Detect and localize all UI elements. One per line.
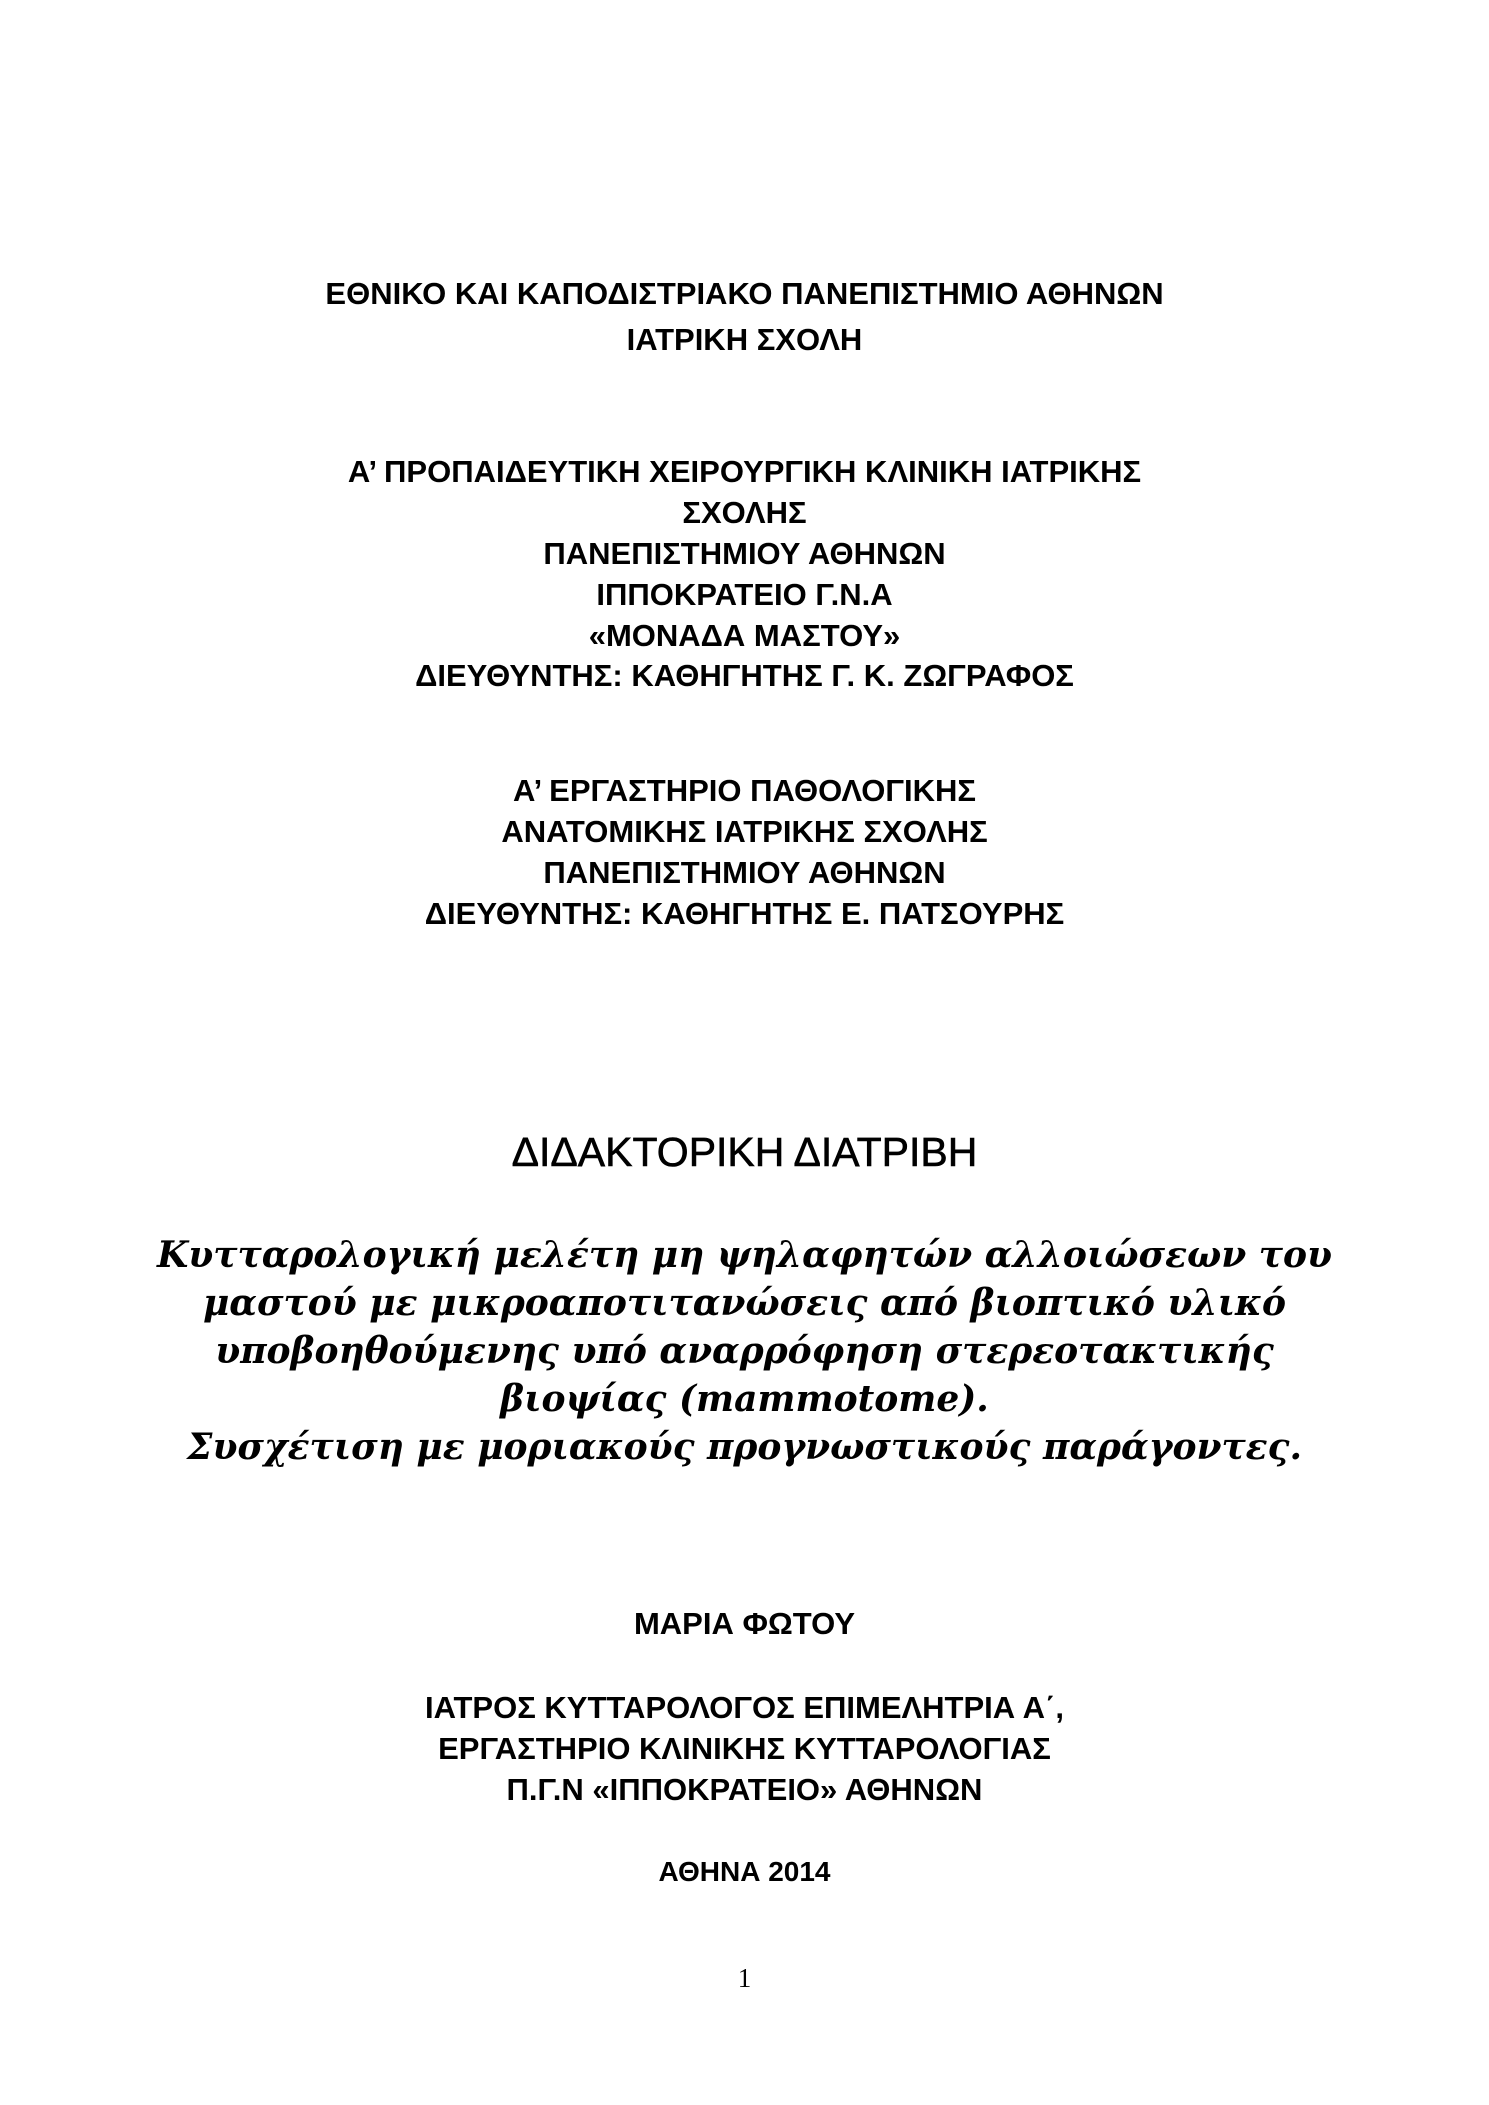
clinic-line: ΠΑΝΕΠΙΣΤΗΜΙΟΥ ΑΘΗΝΩΝ (543, 536, 946, 571)
thesis-title-line: μαστού με μικροαποτιτανώσεις από βιοπτικό υλικό (202, 1282, 1287, 1324)
clinic-line: ΣΧΟΛΗΣ (682, 495, 807, 530)
author-affiliation-line: ΙΑΤΡΟΣ ΚΥΤΤΑΡΟΛΟΓΟΣ ΕΠΙΜΕΛΗΤΡΙΑ Α΄, (425, 1690, 1064, 1725)
thesis-title-line: Κυτταρολογική μελέτη μη ψηλαφητών αλλοιώσεων του (157, 1234, 1332, 1276)
school-name: ΙΑΤΡΙΚΗ ΣΧΟΛΗ (626, 322, 863, 357)
laboratory-line: Α’ ΕΡΓΑΣΤΗΡΙΟ ΠΑΘΟΛΟΓΙΚΗΣ (512, 773, 977, 808)
thesis-title-line: υποβοηθούμενης υπό αναρρόφηση στερεοτακτικής (215, 1330, 1274, 1372)
clinic-line: ΙΠΠΟΚΡΑΤΕΙΟ Γ.Ν.Α (596, 577, 893, 612)
thesis-type: ΔΙΔΑΚΤΟΡΙΚΗ ΔΙΑΤΡΙΒΗ (511, 1129, 978, 1175)
author-affiliation-line: ΕΡΓΑΣΤΗΡΙΟ ΚΛΙΝΙΚΗΣ ΚΥΤΤΑΡΟΛΟΓΙΑΣ (438, 1731, 1051, 1766)
thesis-title-line: Συσχέτιση με μοριακούς προγνωστικούς παράγοντες. (187, 1426, 1302, 1468)
laboratory-line: ΠΑΝΕΠΙΣΤΗΜΙΟΥ ΑΘΗΝΩΝ (543, 855, 946, 890)
page-number: 1 (737, 1963, 752, 1993)
thesis-title-line: βιοψίας (mammotome). (500, 1378, 989, 1420)
clinic-line: «ΜΟΝΑΔΑ ΜΑΣΤΟΥ» (588, 618, 901, 653)
clinic-line: Α’ ΠΡΟΠΑΙΔΕΥΤΙΚΗ ΧΕΙΡΟΥΡΓΙΚΗ ΚΛΙΝΙΚΗ ΙΑΤΡΙΚΗΣ (347, 454, 1142, 489)
author-name: ΜΑΡΙΑ ΦΩΤΟΥ (633, 1606, 856, 1641)
clinic-director: ΔΙΕΥΘΥΝΤΗΣ: ΚΑΘΗΓΗΤΗΣ Γ. Κ. ΖΩΓΡΑΦΟΣ (415, 658, 1074, 693)
laboratory-line: ΑΝΑΤΟΜΙΚΗΣ ΙΑΤΡΙΚΗΣ ΣΧΟΛΗΣ (501, 814, 988, 849)
laboratory-director: ΔΙΕΥΘΥΝΤΗΣ: ΚΑΘΗΓΗΤΗΣ Ε. ΠΑΤΣΟΥΡΗΣ (424, 896, 1065, 931)
author-affiliation-line: Π.Γ.Ν «ΙΠΠΟΚΡΑΤΕΙΟ» ΑΘΗΝΩΝ (506, 1772, 983, 1807)
university-name: ΕΘΝΙΚΟ ΚΑΙ ΚΑΠΟΔΙΣΤΡΙΑΚΟ ΠΑΝΕΠΙΣΤΗΜΙΟ ΑΘΗΝΩΝ (325, 276, 1164, 311)
place-year: ΑΘΗΝΑ 2014 (658, 1856, 831, 1887)
